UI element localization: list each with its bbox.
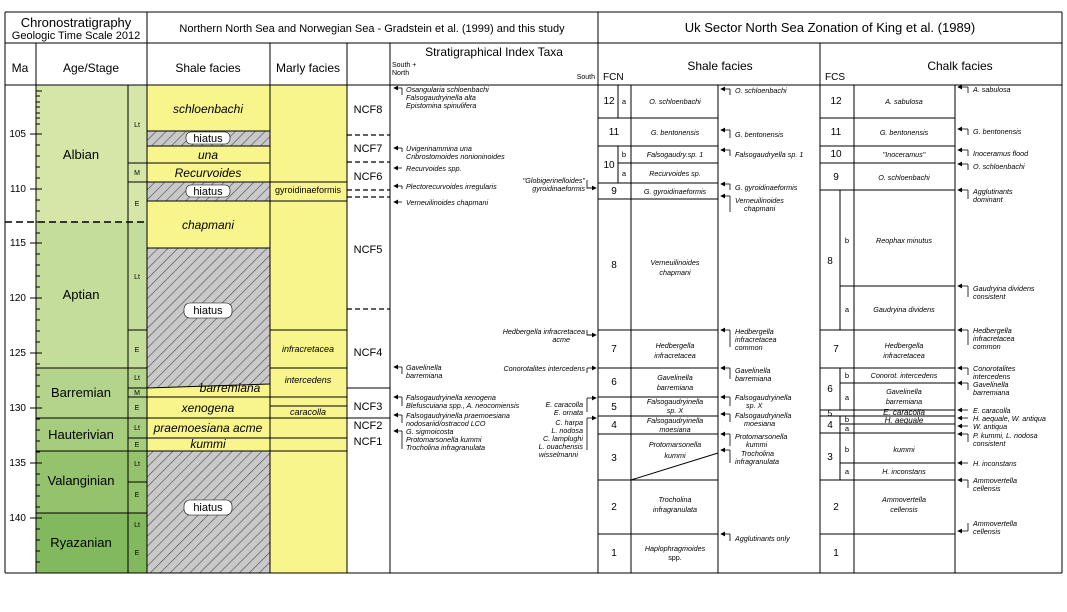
ma-header: Ma bbox=[11, 61, 29, 75]
taxon-falso-praemoesiana: Falsogaudryinella praemoesiana bbox=[406, 411, 510, 420]
tick-120: 120 bbox=[9, 293, 26, 304]
fcn-protomarsonella: Protomarsonella bbox=[648, 440, 702, 449]
substage-m-albian: M bbox=[134, 170, 140, 177]
ncf8: NCF8 bbox=[353, 104, 383, 116]
fcn-trocholina: Trocholina bbox=[658, 495, 692, 504]
taxon-recurvoides-spp: Recurvoides spp. bbox=[406, 164, 462, 173]
fcn-ev-common: common bbox=[735, 343, 763, 352]
shale-praemoesiana: praemoesiana acme bbox=[153, 421, 263, 435]
fcs-ev-p-kummi: P. kummi, L. nodosa bbox=[973, 431, 1038, 440]
fcs-8a: a bbox=[844, 305, 850, 314]
fcs-ev-consistent2: consistent bbox=[973, 439, 1006, 448]
fcs-4a: a bbox=[844, 424, 850, 433]
taxon-trocholina: Trocholina infragranulata bbox=[406, 443, 485, 452]
stage-aptian: Aptian bbox=[62, 287, 100, 302]
fcn-g-gyroidinaeformis: G. gyroidinaeformis bbox=[643, 187, 707, 196]
south-label: South bbox=[576, 74, 595, 81]
marly-facies-column bbox=[270, 85, 347, 573]
fcs-ev-hedbergella: Hedbergella bbox=[973, 326, 1012, 335]
fcs-2: 2 bbox=[833, 502, 839, 513]
fcs-4b: b bbox=[844, 415, 850, 424]
shale-facies-header: Shale facies bbox=[175, 61, 241, 75]
shale-schloenbachi: schloenbachi bbox=[172, 102, 244, 116]
fcs-kummi: kummi bbox=[893, 445, 915, 454]
fcn-2: 2 bbox=[611, 502, 617, 513]
fcs-ev-dominant: dominant bbox=[973, 195, 1003, 204]
fcn-falsogaudryinella-moesiana: Falsogaudryinella bbox=[646, 416, 704, 425]
taxon-e-ornata: E. ornata bbox=[553, 408, 583, 417]
fcs-ev-ammovertella: Ammovertella bbox=[973, 476, 1017, 485]
taxon-plectorecurvoides: Plectorecurvoides irregularis bbox=[406, 182, 497, 191]
fcs-ev-agglutinants: Agglutinants bbox=[973, 187, 1013, 196]
fcs-conorot: Conorot. intercedens bbox=[870, 371, 938, 380]
taxon-e-caracolla: E. caracolla bbox=[545, 400, 583, 409]
fcn-kummi: kummi bbox=[664, 451, 686, 460]
taxon-cribrostomoides: Cribrostomoides nonioninoides bbox=[406, 152, 505, 161]
fcs-7: 7 bbox=[833, 344, 839, 355]
taxon-falsogaudryinella-alta: Falsogaudryinella alta bbox=[406, 93, 476, 102]
fcs-ev-gavelinella: Gavelinella bbox=[973, 380, 1009, 389]
substage-lt-hauterivian: Lt bbox=[134, 425, 140, 432]
hiatus-label-4: hiatus bbox=[193, 502, 223, 514]
marly-gyroidinaeformis: gyroidinaeformis bbox=[274, 185, 342, 195]
fcn-10b: b bbox=[621, 150, 627, 159]
fcs-1: 1 bbox=[833, 548, 839, 559]
fcs-ev-o-schloenbachi: O. schloenbachi bbox=[973, 162, 1025, 171]
taxon-barremiana: barremiana bbox=[406, 371, 443, 380]
taxon-wisselmanni: wisselmanni bbox=[538, 450, 578, 459]
tick-115: 115 bbox=[10, 238, 26, 249]
fcs-ev-conorotalites: Conorotalites bbox=[973, 364, 1016, 373]
fcn-o-schloenbachi: O. schloenbachi bbox=[649, 97, 701, 106]
stage-hauterivian: Hauterivian bbox=[48, 427, 114, 442]
fcs-header: FCS bbox=[825, 72, 845, 83]
tick-135: 135 bbox=[9, 458, 26, 469]
fcs-9: 9 bbox=[833, 172, 839, 183]
fcn-sp-x: sp. X bbox=[666, 406, 684, 415]
stage-albian: Albian bbox=[62, 147, 100, 162]
substage-e-ryazanian: E bbox=[134, 550, 140, 557]
fcs-6: 6 bbox=[827, 384, 833, 395]
fcs-reophax: Reophax minutus bbox=[876, 236, 932, 245]
fcs-gaudryina: Gaudryina dividens bbox=[873, 305, 935, 314]
fcs-e-caracolla: E. caracolla bbox=[883, 408, 925, 417]
fcn-12a: a bbox=[621, 97, 627, 106]
fcn-g-bentonensis: G. bentonensis bbox=[650, 128, 700, 137]
fcs-ev-e-caracolla: E. caracolla bbox=[973, 406, 1011, 415]
fcs-ev-consistent: consistent bbox=[973, 292, 1006, 301]
fcs-o-schloenbachi: O. schloenbachi bbox=[878, 173, 930, 182]
uk-title: Uk Sector North Sea Zonation of King et al. (1989) bbox=[684, 20, 976, 35]
taxon-verneuilinoides-chapmani: Verneuilinoides chapmani bbox=[406, 198, 489, 207]
fcn-ev-agglutinants-only: Agglutinants only bbox=[735, 534, 790, 543]
fcs-cellensis: cellensis bbox=[890, 505, 918, 514]
uk-shale-facies-header: Shale facies bbox=[687, 59, 753, 73]
fcs-ev-g-bentonensis: G. bentonensis bbox=[973, 127, 1022, 136]
fcs-ev-infracretacea: infracretacea bbox=[973, 334, 1015, 343]
fcn-ev-moesiana: moesiana bbox=[744, 419, 776, 428]
fcs-g-bentonensis: G. bentonensis bbox=[879, 128, 929, 137]
fcn-ev-sp-x: sp. X bbox=[746, 401, 763, 410]
substage-lt-ryazanian: Lt bbox=[134, 522, 140, 529]
fcs-h-inconstans: H. inconstans bbox=[882, 467, 926, 476]
fcn-ev-o-schloenbachi: O. schloenbachi bbox=[735, 86, 787, 95]
fcs-h-aequale: H. aequale bbox=[884, 416, 924, 425]
fcs-ev-h-inconstans: H. inconstans bbox=[973, 459, 1017, 468]
substage-e-hauterivian: E bbox=[134, 442, 140, 449]
stage-valanginian: Valanginian bbox=[47, 473, 115, 488]
substage-e-barremian: E bbox=[134, 405, 140, 412]
taxon-c-harpa: C. harpa bbox=[555, 418, 583, 427]
shale-una: una bbox=[197, 148, 219, 162]
taxon-nodosariid: nodosariid/ostracod LCO bbox=[406, 419, 486, 428]
north-sea-title: Northern North Sea and Norwegian Sea - Gradstein et al. (1999) and this study bbox=[179, 23, 565, 35]
fcn-7: 7 bbox=[611, 344, 617, 355]
shale-recurvoides: Recurvoides bbox=[174, 166, 242, 180]
substage-lt-barremian: Lt bbox=[134, 375, 140, 382]
fcn-ev-infracretacea: infracretacea bbox=[735, 335, 777, 344]
index-taxa-header: Stratigraphical Index Taxa bbox=[425, 45, 563, 59]
fcs-5: 5 bbox=[827, 408, 833, 418]
fcn-moesiana: moesiana bbox=[659, 425, 691, 434]
fcn-ev-falsogaudryinella-x: Falsogaudryinella bbox=[735, 393, 792, 402]
fcn-verneuilinoides: Verneuilinoides bbox=[650, 258, 700, 267]
fcn-recurvoides-sp: Recurvoides sp. bbox=[649, 169, 701, 178]
fcn-5: 5 bbox=[611, 402, 617, 413]
fcs-ev-intercedens: intercedens bbox=[973, 372, 1011, 381]
substage-e-aptian: E bbox=[134, 347, 140, 354]
marly-caracolla: caracolla bbox=[289, 407, 327, 417]
fcs-ev-a-sabulosa: A. sabulosa bbox=[973, 85, 1011, 94]
chrono-title: Chronostratigraphy bbox=[20, 15, 132, 30]
hiatus-label-3: hiatus bbox=[193, 305, 223, 317]
fcn-hedbergella: Hedbergella bbox=[655, 341, 695, 350]
taxon-globigerinelloides: "Globigerinelloides" bbox=[522, 176, 585, 185]
fcs-a-sabulosa: A. sabulosa bbox=[885, 97, 923, 106]
taxon-osangularia: Osangularia schloenbachi bbox=[406, 85, 489, 94]
substage-m-barremian: M bbox=[134, 390, 140, 397]
fcn-ev-gavelinella: Gavelinella bbox=[735, 366, 771, 375]
fcn-ev-chapmani: chapmani bbox=[744, 204, 776, 213]
fcn-1: 1 bbox=[611, 548, 617, 559]
fcs-ev-w-antiqua: W. antiqua bbox=[973, 422, 1008, 431]
fcn-ev-protomarsonella: Protomarsonella bbox=[735, 432, 788, 441]
shale-xenogena: xenogena bbox=[181, 401, 235, 415]
fcn-8: 8 bbox=[611, 260, 617, 271]
chalk-facies-header: Chalk facies bbox=[927, 59, 993, 73]
ncf1: NCF1 bbox=[353, 436, 383, 448]
fcs-ev-inoceramus-flood: Inoceramus flood bbox=[973, 149, 1029, 158]
ncf6: NCF6 bbox=[353, 171, 383, 183]
tick-105: 105 bbox=[9, 129, 26, 140]
tick-110: 110 bbox=[10, 184, 26, 195]
fcs-6b: b bbox=[844, 371, 850, 380]
fcs-8: 8 bbox=[827, 256, 833, 267]
fcn-barremiana: barremiana bbox=[656, 383, 694, 392]
fcn-header: FCN bbox=[603, 72, 624, 83]
substage-lt-valanginian: Lt bbox=[134, 461, 140, 468]
taxon-gyroidinaeformis: gyroidinaeformis bbox=[532, 184, 585, 193]
shale-kummi: kummi bbox=[190, 437, 226, 451]
substage-lt-albian: Lt bbox=[134, 122, 140, 129]
fcs-infracretacea: infracretacea bbox=[883, 351, 925, 360]
fcs-barremiana: barremiana bbox=[885, 397, 923, 406]
fcs-ev-barremiana: barremiana bbox=[973, 388, 1010, 397]
fcn-12: 12 bbox=[603, 96, 615, 107]
taxon-l-nodosa: L. nodosa bbox=[551, 426, 583, 435]
fcs-8b: b bbox=[844, 236, 850, 245]
hiatus-label-2: hiatus bbox=[193, 186, 223, 198]
fcn-haplophragmoides: Haplophragmoides bbox=[644, 544, 706, 553]
taxon-epistomina: Epistomina spinulifera bbox=[406, 101, 477, 110]
fcn-3: 3 bbox=[611, 453, 617, 464]
fcn-chapmani: chapmani bbox=[659, 268, 691, 277]
taxon-gavelinella: Gavelinella bbox=[406, 363, 442, 372]
fcn-infragranulata: infragranulata bbox=[653, 505, 697, 514]
taxon-uvigerinammina: Uvigerinammina una bbox=[406, 144, 472, 153]
ncf2: NCF2 bbox=[353, 420, 383, 432]
fcn-falsogaudryinella: Falsogaudryinella bbox=[646, 397, 704, 406]
tick-125: 125 bbox=[9, 348, 26, 359]
tick-130: 130 bbox=[9, 403, 26, 414]
shale-chapmani: chapmani bbox=[181, 218, 235, 232]
fcn-ev-g-bentonensis: G. bentonensis bbox=[735, 130, 784, 139]
fcn-4: 4 bbox=[611, 420, 617, 431]
ncf3: NCF3 bbox=[353, 401, 383, 413]
ncf4: NCF4 bbox=[353, 347, 383, 359]
fcn-infracretacea: infracretacea bbox=[654, 351, 696, 360]
fcs-ev-gaudryina: Gaudryina dividens bbox=[973, 284, 1035, 293]
fcs-3b: b bbox=[844, 445, 850, 454]
fcn-ev-hedbergella: Hedbergella bbox=[735, 327, 774, 336]
fcs-3a: a bbox=[844, 467, 850, 476]
fcn-ev-trocholina: Trocholina bbox=[741, 449, 775, 458]
shale-barremiana: barremiana bbox=[199, 381, 261, 395]
stage-barremian: Barremian bbox=[51, 385, 111, 400]
taxon-protomarsonella: Protomarsonella kummi bbox=[406, 435, 482, 444]
fcn-9: 9 bbox=[611, 186, 617, 197]
fcn-10: 10 bbox=[603, 160, 615, 171]
south-north-label: South + North bbox=[392, 62, 417, 77]
taxon-g-sigmoicosta: G. sigmoicosta bbox=[406, 427, 454, 436]
taxon-hedbergella-infra: Hedbergella infracretacea bbox=[502, 327, 585, 336]
fcn-gavelinella: Gavelinella bbox=[657, 373, 693, 382]
fcn-ev-falsogaudryinella-m: Falsogaudryinella bbox=[735, 411, 792, 420]
fcs-hedbergella: Hedbergella bbox=[884, 341, 924, 350]
fcs-4: 4 bbox=[827, 420, 833, 431]
fcs-11: 11 bbox=[830, 127, 842, 138]
taxon-falso-xenogena: Falsogaudryinella xenogena bbox=[406, 393, 496, 402]
fcn-ev-kummi: kummi bbox=[746, 440, 768, 449]
taxon-conorotalites: Conorotalites intercedens bbox=[503, 364, 585, 373]
fcn-ev-g-gyroidinaeformis: G. gyroidinaeformis bbox=[735, 183, 798, 192]
fcn-falsogaudry-sp1: Falsogaudry.sp. 1 bbox=[646, 150, 704, 159]
fcn-6: 6 bbox=[611, 377, 617, 388]
marly-infracretacea: infracretacea bbox=[281, 344, 335, 354]
fcs-12: 12 bbox=[830, 96, 842, 107]
ncf7: NCF7 bbox=[353, 143, 383, 155]
marly-intercedens: intercedens bbox=[284, 375, 332, 385]
fcs-ev-h-aequale: H. aequale, W. antiqua bbox=[973, 414, 1046, 423]
substage-lt-aptian: Lt bbox=[134, 274, 140, 281]
stage-ryazanian: Ryazanian bbox=[50, 535, 112, 550]
fcs-3: 3 bbox=[827, 452, 833, 463]
fcn-ev-infragranulata: infragranulata bbox=[735, 457, 779, 466]
fcs-10: 10 bbox=[830, 149, 842, 160]
fcs-gavelinella: Gavelinella bbox=[886, 387, 922, 396]
fcs-ev-cellensis2: cellensis bbox=[973, 527, 1001, 536]
ma-tick-labels bbox=[9, 129, 26, 524]
taxon-acme: acme bbox=[552, 335, 570, 344]
fcn-ev-verneuilinoides: Verneuilinoides bbox=[735, 196, 784, 205]
taxon-c-lamplughi: C. lamplughi bbox=[543, 434, 583, 443]
age-stage-header: Age/Stage bbox=[62, 61, 120, 75]
marly-facies-header: Marly facies bbox=[275, 61, 341, 75]
fcn-ev-barremiana: barremiana bbox=[735, 374, 772, 383]
taxon-l-ouachensis: L. ouachensis bbox=[538, 442, 583, 451]
tick-140: 140 bbox=[9, 513, 26, 524]
fcs-ev-common: common bbox=[973, 342, 1001, 351]
fcs-ev-cellensis: cellensis bbox=[973, 484, 1001, 493]
substage-e-albian: E bbox=[134, 201, 140, 208]
taxon-blefuscuiana: Blefuscuiana spp., A. neocomiensis bbox=[406, 401, 520, 410]
fcs-ammovertella: Ammovertella bbox=[882, 495, 926, 504]
ncf5: NCF5 bbox=[353, 244, 383, 256]
fcn-10a: a bbox=[621, 169, 627, 178]
fcn-11: 11 bbox=[608, 127, 620, 138]
fcs-ev-ammovertella2: Ammovertella bbox=[973, 519, 1017, 528]
hiatus-label-1: hiatus bbox=[193, 133, 223, 145]
fcs-6a: a bbox=[844, 393, 850, 402]
chrono-subtitle: Geologic Time Scale 2012 bbox=[11, 30, 141, 42]
fcn-spp: spp. bbox=[668, 553, 682, 562]
fcn-ev-falsogaudryella: Falsogaudryella sp. 1 bbox=[735, 150, 804, 159]
substage-e-valanginian: E bbox=[134, 492, 140, 499]
fcs-inoceramus: "Inoceramus" bbox=[882, 150, 926, 159]
